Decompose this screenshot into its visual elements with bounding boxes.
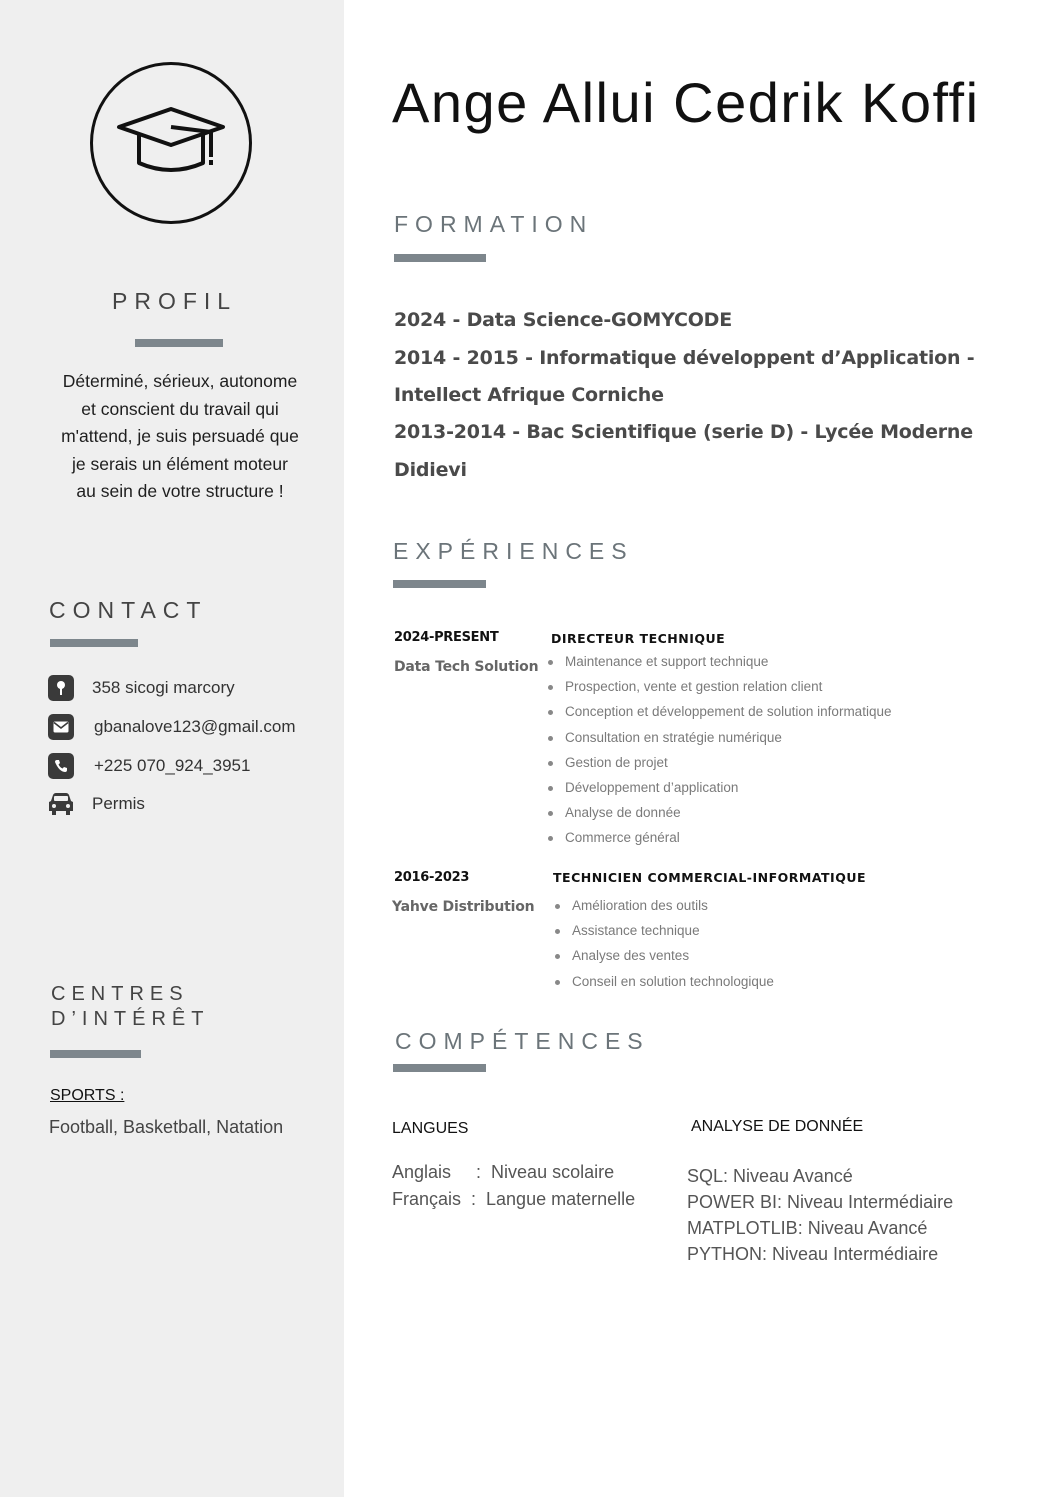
person-name: Ange Allui Cedrik Koffi [392,71,980,134]
analyse-line: MATPLOTLIB: Niveau Avancé [687,1218,928,1238]
contact-address [48,675,338,701]
profil-divider [135,339,223,347]
sports-text: Football, Basketball, Natation [49,1117,284,1137]
job-company: Yahve Distribution [392,899,535,915]
formation-divider [394,254,486,262]
logo-circle [90,62,252,224]
competences-divider [393,1064,486,1072]
langue-line: Anglais : Niveau scolaire [392,1162,615,1182]
job-date: 2024-PRESENT [394,630,499,645]
contact-email-text[interactable]: gbanalove123@gmail.com [94,717,296,736]
sports-label: SPORTS : [50,1087,125,1104]
profil-text [40,368,320,506]
formation-title: FORMATION [394,211,594,237]
formation-line: 2024 - Data Science-GOMYCODE [394,309,732,331]
job-task: Consultation en stratégie numérique [548,725,891,750]
experiences-divider [393,580,486,588]
profil-line: je serais un élément moteur [72,453,288,474]
contact-divider [50,639,138,647]
profil-line: m'attend, je suis persuadé que [61,426,299,447]
formation-line: 2013-2014 - Bac Scientifique (serie D) - Lycée Moderne [394,421,973,443]
experiences-title: EXPÉRIENCES [393,538,634,564]
job-task-list [555,893,774,994]
formation-line: Didievi [394,459,467,481]
interests-title [51,982,209,1032]
interests-title-line: D’INTÉRÊT [51,1008,210,1030]
job-task: Prospection, vente et gestion relation client [548,674,891,699]
contact-address-text: 358 sicogi marcory [92,678,235,697]
profil-line: au sein de votre structure ! [76,481,284,502]
analyse-line: SQL: Niveau Avancé [687,1166,853,1186]
job-date: 2016-2023 [394,870,470,885]
contact-phone-text[interactable]: +225 070_924_3951 [94,756,251,775]
job-task: Maintenance et support technique [548,649,891,674]
analyse-line: POWER BI: Niveau Intermédiaire [687,1192,954,1212]
job-task: Amélioration des outils [555,893,774,918]
job-task: Assistance technique [555,918,774,943]
job-task-list [548,649,891,851]
job-task: Conception et développement de solution informatique [548,699,891,724]
contact-email[interactable] [48,714,338,740]
formation-line: 2014 - 2015 - Informatique développent d’Application - [394,347,975,369]
langues-title: LANGUES [392,1120,469,1137]
interests-divider [50,1050,141,1058]
analyse-line: PYTHON: Niveau Intermédiaire [687,1244,939,1264]
job-task: Analyse des ventes [555,943,774,968]
job-role: TECHNICIEN COMMERCIAL-INFORMATIQUE [553,870,867,885]
car-icon [46,791,76,817]
contact-license-text: Permis [92,794,145,813]
contact-license [46,791,336,817]
job-role: DIRECTEUR TECHNIQUE [551,631,726,646]
sidebar [0,0,344,1497]
interests-title-line: CENTRES [51,983,189,1005]
formation-line: Intellect Afrique Corniche [394,384,664,406]
job-task: Commerce général [548,825,891,850]
contact-phone[interactable] [48,753,338,779]
envelope-icon [48,714,74,740]
profil-line: Déterminé, sérieux, autonome [62,371,298,391]
profil-title: PROFIL [112,288,238,314]
analyse-title: ANALYSE DE DONNÉE [691,1118,864,1135]
map-pin-icon [48,675,74,701]
job-company: Data Tech Solution [394,659,539,675]
profil-line: et conscient du travail qui [81,398,279,419]
graduation-cap-icon [115,105,227,185]
job-task: Analyse de donnée [548,800,891,825]
phone-icon [48,753,74,779]
job-task: Développement d’application [548,775,891,800]
contact-title: CONTACT [49,597,208,623]
job-task: Conseil en solution technologique [555,969,774,994]
competences-title: COMPÉTENCES [395,1028,650,1054]
langue-line: Français : Langue maternelle [392,1189,636,1209]
job-task: Gestion de projet [548,750,891,775]
